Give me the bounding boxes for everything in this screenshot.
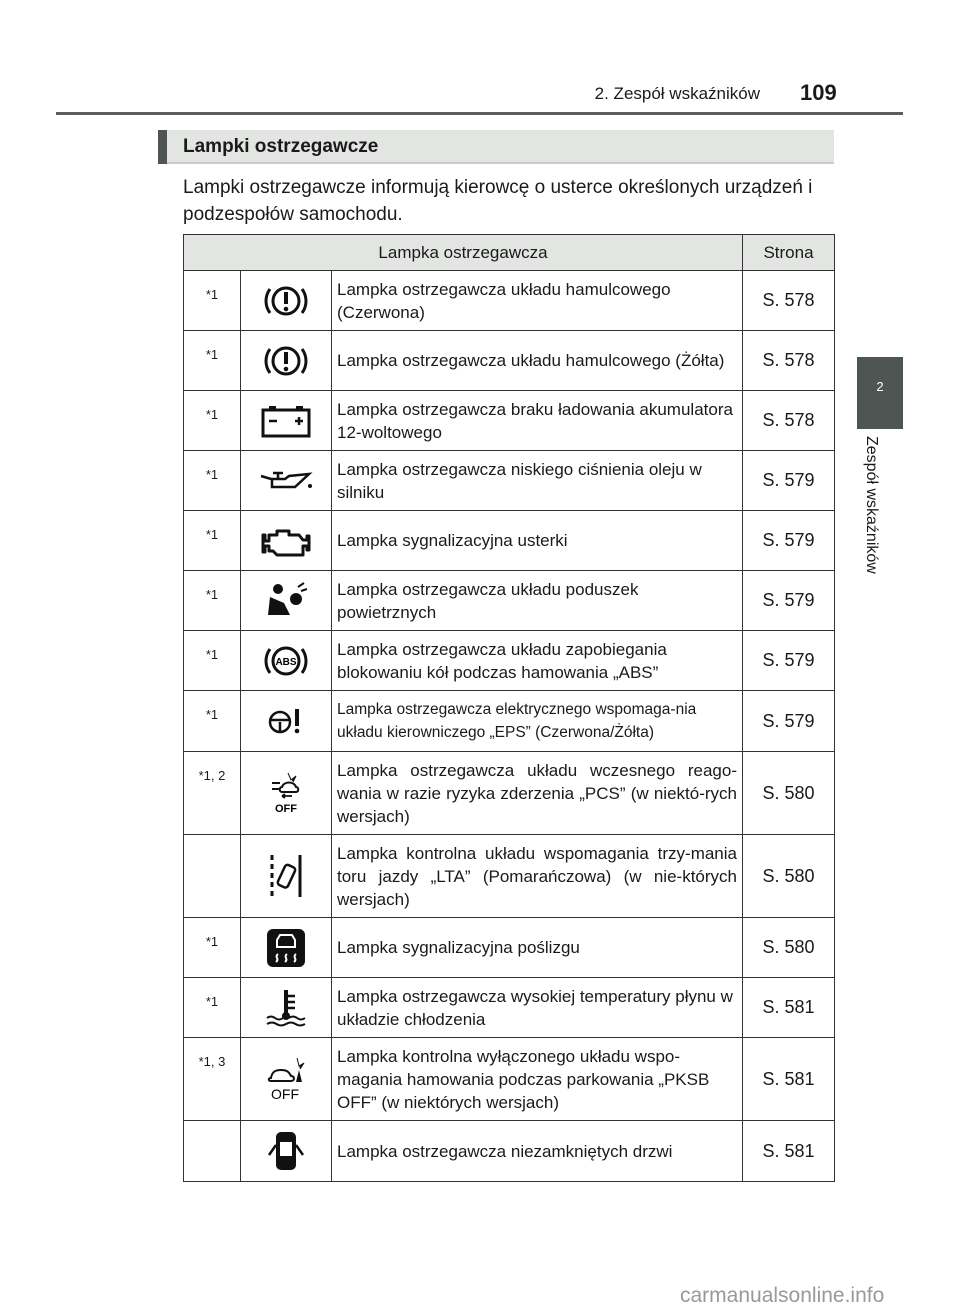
header-divider xyxy=(56,112,903,115)
watermark: carmanualsonline.info xyxy=(680,1284,885,1307)
page-reference: S. 581 xyxy=(743,1121,835,1182)
footnote-ref: *1, 2 xyxy=(184,752,241,835)
battery-icon xyxy=(260,410,312,429)
footnote-ref: *1 xyxy=(184,691,241,752)
slip-icon xyxy=(266,937,306,956)
table-row xyxy=(184,1121,835,1182)
coolant-temp-icon xyxy=(264,997,308,1016)
check-engine-icon xyxy=(261,530,311,549)
abs-icon xyxy=(263,650,309,669)
light-description: Lampka kontrolna wyłączonego układu wspo-magania hamowania podczas parkowania „PKSB OFF” (w niektórych wersjach) xyxy=(332,1038,743,1121)
table-row xyxy=(184,571,835,631)
section-heading xyxy=(158,130,834,164)
footnote-ref: *1 xyxy=(184,978,241,1038)
footnote-ref: *1 xyxy=(184,451,241,511)
table-row xyxy=(184,1038,835,1121)
col-header-light: Lampka ostrzegawcza xyxy=(184,235,743,271)
footnote-ref: *1 xyxy=(184,571,241,631)
table-row xyxy=(184,752,835,835)
table-row xyxy=(184,391,835,451)
light-description: Lampka sygnalizacyjna poślizgu xyxy=(332,918,743,978)
footnote-ref xyxy=(184,1121,241,1182)
chapter-tab xyxy=(857,357,903,429)
page-reference: S. 581 xyxy=(743,1038,835,1121)
page-reference: S. 581 xyxy=(743,978,835,1038)
light-description: Lampka kontrolna układu wspomagania trzy-mania toru jazdy „LTA” (Pomarańczowa) (w nie-których wersjach) xyxy=(332,835,743,918)
lta-icon xyxy=(268,865,304,884)
page-reference: S. 579 xyxy=(743,511,835,571)
oil-pressure-icon xyxy=(258,470,314,489)
light-description: Lampka sygnalizacyjna usterki xyxy=(332,511,743,571)
warning-lights-table xyxy=(183,234,835,1182)
svg-text:ABS: ABS xyxy=(275,656,297,668)
pcs-off-icon xyxy=(268,782,304,815)
page-reference: S. 579 xyxy=(743,451,835,511)
page-reference: S. 579 xyxy=(743,691,835,752)
pksb-off-icon xyxy=(265,1068,307,1102)
footnote-ref: *1 xyxy=(184,271,241,331)
light-description: Lampka ostrzegawcza braku ładowania akumulatora 12-woltowego xyxy=(332,391,743,451)
page-reference: S. 578 xyxy=(743,391,835,451)
table-row xyxy=(184,978,835,1038)
light-description: Lampka ostrzegawcza układu poduszek powietrznych xyxy=(332,571,743,631)
chapter-tab-number: 2 xyxy=(876,379,884,394)
page-reference: S. 580 xyxy=(743,835,835,918)
brake-warning-icon xyxy=(264,290,308,309)
footnote-ref: *1 xyxy=(184,631,241,691)
page-reference: S. 579 xyxy=(743,571,835,631)
page-reference: S. 580 xyxy=(743,918,835,978)
footnote-ref xyxy=(184,835,241,918)
light-description: Lampka ostrzegawcza niskiego ciśnienia oleju w silniku xyxy=(332,451,743,511)
light-description: Lampka ostrzegawcza układu hamulcowego (Żółta) xyxy=(332,331,743,391)
eps-icon xyxy=(268,710,304,729)
table-row xyxy=(184,691,835,752)
footnote-ref: *1, 3 xyxy=(184,1038,241,1121)
footnote-ref: *1 xyxy=(184,331,241,391)
table-row xyxy=(184,451,835,511)
table-row xyxy=(184,271,835,331)
airbag-icon xyxy=(264,590,308,609)
table-row xyxy=(184,918,835,978)
footnote-ref: *1 xyxy=(184,918,241,978)
table-row xyxy=(184,331,835,391)
brake-warning-icon xyxy=(264,350,308,369)
chapter-tab-label: Zespół wskaźników xyxy=(863,436,880,574)
page-reference: S. 578 xyxy=(743,331,835,391)
light-description: Lampka ostrzegawcza elektrycznego wspomaga-nia układu kierowniczego „EPS” (Czerwona/Żółta) xyxy=(332,691,743,752)
page-reference: S. 578 xyxy=(743,271,835,331)
footnote-ref: *1 xyxy=(184,391,241,451)
svg-text:OFF: OFF xyxy=(271,1086,299,1102)
door-open-icon xyxy=(266,1140,306,1159)
table-row xyxy=(184,511,835,571)
section-heading-bar xyxy=(158,130,167,164)
table-row xyxy=(184,835,835,918)
page-number: 109 xyxy=(800,80,837,105)
section-title: Lampki ostrzegawcze xyxy=(183,136,379,157)
chapter-title: 2. Zespół wskaźników xyxy=(594,84,760,103)
light-description: Lampka ostrzegawcza układu wczesnego reago-wania w razie ryzyka zderzenia „PCS” (w niektó-rych wersjach) xyxy=(332,752,743,835)
intro-paragraph: Lampki ostrzegawcze informują kierowcę o usterce określonych urządzeń i podzespołów samochodu. xyxy=(183,177,813,225)
footnote-ref: *1 xyxy=(184,511,241,571)
light-description: Lampka ostrzegawcza niezamkniętych drzwi xyxy=(332,1121,743,1182)
svg-text:OFF: OFF xyxy=(275,803,297,815)
page-reference: S. 580 xyxy=(743,752,835,835)
light-description: Lampka ostrzegawcza układu zapobiegania blokowaniu kół podczas hamowania „ABS” xyxy=(332,631,743,691)
col-header-page: Strona xyxy=(743,235,835,271)
page-reference: S. 579 xyxy=(743,631,835,691)
table-row xyxy=(184,631,835,691)
light-description: Lampka ostrzegawcza wysokiej temperatury płynu w układzie chłodzenia xyxy=(332,978,743,1038)
light-description: Lampka ostrzegawcza układu hamulcowego (Czerwona) xyxy=(332,271,743,331)
